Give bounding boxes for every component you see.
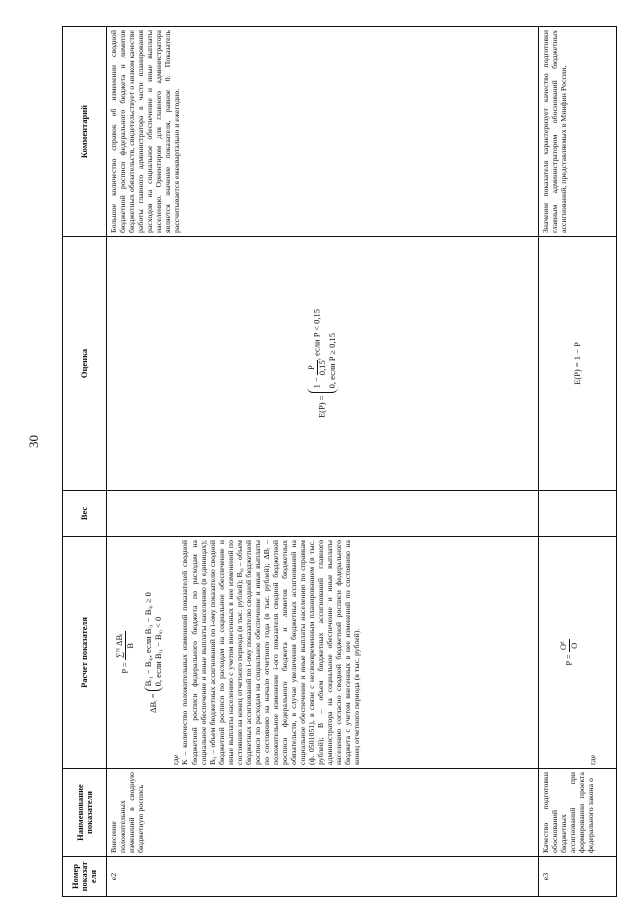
row-weight (107, 491, 539, 537)
calc-definitions: K – количество положительных изменений показателей сводной бюджетной росписи федерального бюджета по расходам на социальное обеспечение и иные выплаты населению (в единицах); Bᵢ₁ – объем бюджетных ассигнований по i-ому показателю сводной бюджетной росписи по расходам на социальное обеспечение и иные выплаты населению с учетом внесенных в нее изменений по состоянию на конец отчетного периода (в тыс. рублей); Bᵢ₀ – объем бюджетных ассигнований по i-ому показателю сводной бюджетной росписи по расходам на социальное обеспечение и иные выплаты по состоянию на начало отчетного года (в тыс. рублей); ΔBᵢ – положительное изменение i-ого показателя сводной бюджетной росписи федерального бюджета и лимитов бюджетных обязательств, в случае увеличения бюджетных ассигнований на социальное обеспечение и иные выплаты населению по справкам (ф. 0501051), в связи с несвоевременным планированием (в тыс. рублей); B – объем бюджетных ассигнований главного администратора на социальное обеспечение и иные выплаты населению согласно сводной бюджетной росписи федерального бюджета с учетом внесенных в нее изменений по состоянию на конец отчетного периода (в тыс. рублей). (180, 540, 362, 765)
header-number: Номер показат еля (63, 857, 107, 897)
row-code: e2 (107, 857, 539, 897)
row-score: E(P) = 1 − P (539, 237, 617, 491)
rotated-table-page (62, 27, 628, 897)
calc-where: где (587, 754, 597, 765)
row-code: e3 (539, 857, 617, 897)
calc-formula-p: P = Oᵈ O (558, 641, 579, 666)
indicators-table (62, 26, 617, 897)
calc-formula-delta: ΔBᵢ = Bᵢ₁ − Bᵢ₀, если Bᵢ₁ − Bᵢ₀ ≥ 0 0, если Bᵢ₁ − Bᵢ₀ < 0 (142, 592, 163, 713)
header-weight: Вес (63, 491, 107, 537)
row-comment: Большое количество справок об изменении сводной бюджетной росписи федерального бюджета и лимитов бюджетных обязательств, свидетельствует о низком качестве работы главного администратора в части планирования расходов на социальное обеспечение и иные выплаты населению. Ориентиром для главного администратора является значение показателя, равное 0. Показатель рассчитывается ежеквартально и ежегодно. (107, 27, 539, 237)
row-calc (107, 537, 539, 769)
row-comment: Значение показателя характеризует качество подготовки главным администратором обоснований бюджетных ассигнований, представляемых в Минфин России, (539, 27, 617, 237)
page-number: 30 (26, 435, 41, 448)
calc-where: где (171, 754, 181, 765)
header-comment: Комментарий (63, 27, 107, 237)
row-weight (539, 491, 617, 537)
row-name: Качество подготовки обоснований бюджетных ассигнований при формировании проекта федерального закона о (539, 769, 617, 857)
row-name: Внесение положительных изменений в сводную бюджетную роспись (107, 769, 539, 857)
header-name: Наименование показателя (63, 769, 107, 857)
table-row (107, 27, 539, 897)
table-row (539, 27, 617, 897)
header-score: Оценка (63, 237, 107, 491)
row-score: E(P) = 1 − P 0,15 , если P < 0,15 0, если P ≥ 0,15 (107, 237, 539, 491)
header-calc: Расчет показателя (63, 537, 107, 769)
calc-formula-p: P = ∑ᴺ ΔBᵢ B (114, 633, 135, 674)
row-calc (539, 537, 617, 769)
